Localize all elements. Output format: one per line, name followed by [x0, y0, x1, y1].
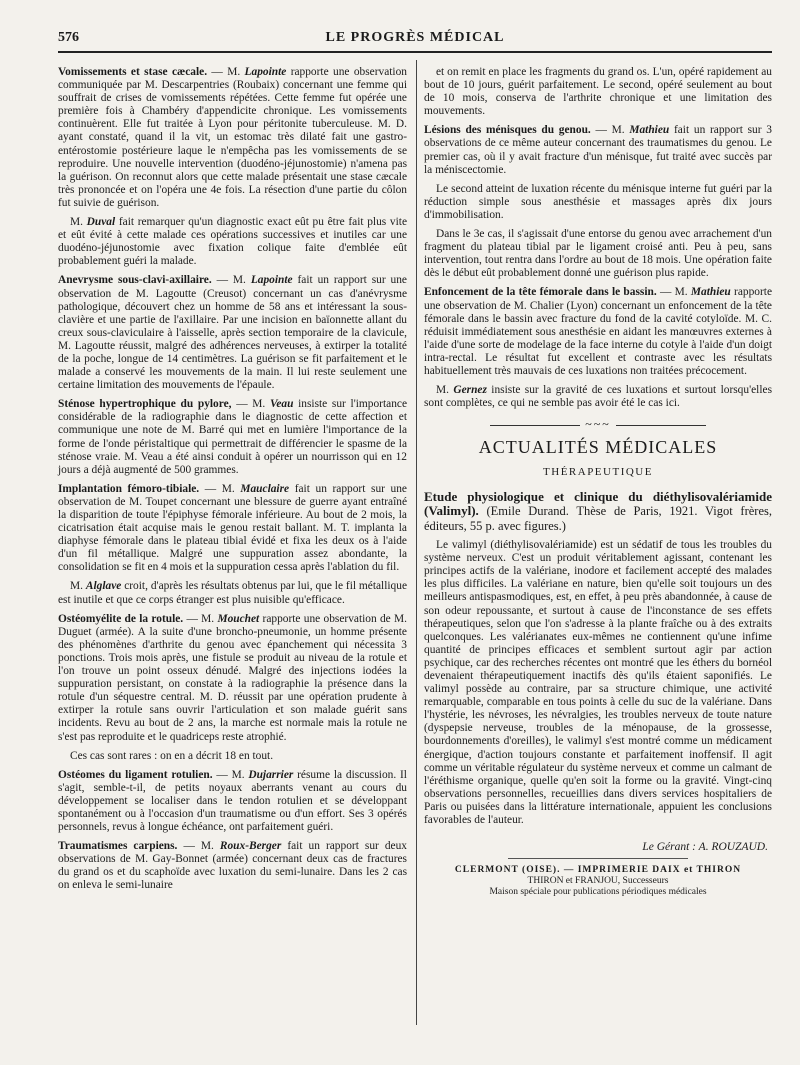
paragraph-body: Le second atteint de luxation récente du ménisque interne fut guéri par la réduction simple sous anesthésie et massages après dix jours d'immobilisation.: [424, 182, 772, 221]
paragraph-title: Implantation fémoro-tibiale.: [58, 482, 200, 495]
paragraph-separator: — M.: [183, 612, 218, 625]
paragraph-body: fait remarquer qu'un diagnostic exact eût pu être fait plus vite et eût évité à cette malade ces opérations successives et inutiles car une duodéno-jéjunostomie avec fixation colique faite d'emblée eût probablement guéri la malade.: [58, 216, 407, 268]
printer-line-2: THIRON et FRANJOU, Successeurs: [527, 876, 669, 887]
paragraph: [58, 274, 407, 392]
paragraph-body: fait un rapport sur 3 observations de ce même auteur concernant des traumatismes du genou. Le premier cas, où il y avait fracture d'un ménisque, fut traité avec succès par la méniscectomie.: [424, 124, 772, 176]
author-name: Gernez: [453, 384, 487, 397]
paragraph-body: rapporte une observation de M. Chalier (Lyon) concernant un enfoncement de la tête fémorale dans le bassin avec fracture du fond de la cavité cotyloïde. M. C. réduisit immédiatement sous anesthésie en aidant les manœuvres externes à l'aide d'une sorte de modelage de la face interne du cotyle à l'aide d'un doigt intra-rectal. Le résultat fut excellent et contraste avec les résultats habituellement très mauvais de ces luxations non traitées précocement.: [424, 286, 773, 377]
paragraph-separator: — M.: [656, 286, 691, 299]
paragraph-body: insiste sur l'importance considérable de la radiographie dans le diagnostic de cette affection et communique une note de M. Barré qui met en lumière l'importance de la forme de l'onde péristaltique qui permettrait de différencier le spasme de la sténose vraie. M. Veau a été ainsi conduit à opérer un nourrisson qui en 12 jours a déjà augmenté de 500 grammes.: [58, 398, 407, 476]
article-reference: (Emile Durand. Thèse de Paris, 1921. Vigot frères, éditeurs, 55 p. avec figures.): [424, 504, 772, 533]
author-name: Roux-Berger: [219, 840, 282, 853]
paragraph: [424, 228, 772, 280]
paragraph: [58, 580, 407, 606]
paragraph: [424, 183, 772, 222]
paragraph-body: rapporte une observation de M. Duguet (armée). A la suite d'une broncho-pneumonie, un homme présente des phénomènes d'arthrite du genou avec épanchement qui nécessita 3 ponctions. Trois mois après, une fistule se produit au niveau de la rotule et l'on trouve un point osseux dénudé. Malgré des injections iodées la suppuration persistant, on constate à la radiographie la présence dans la rotule d'un séquestre central. M. D. réussit par une opération prudente à extirper la rotule sans ouvrir l'articulation et son malade guérit sans incidents. Revu au bout de 2 ans, la marche est normale mais la rotule ne s'est pas reproduite et le quadriceps reste atrophié.: [58, 612, 407, 743]
paragraph: [58, 840, 407, 892]
author-name: Mauclaire: [240, 482, 290, 495]
paragraph: [424, 124, 772, 176]
paragraph-title: Ostéomyélite de la rotule.: [58, 612, 184, 625]
printer-line-3: Maison spéciale pour publications périodiques médicales: [489, 887, 707, 898]
paragraph: [58, 483, 407, 575]
article-body: Le valimyl (diéthylisovalériamide) est un sédatif de tous les troubles du système nerveux. C'est un produit véritablement agissant, contenant les principes actifs de la valériane, inodore et facilement accepté des malades les plus difficiles. La valériane en nature, bien qu'elle soit toujours un des meilleurs antispasmodiques, est, en effet, à peu près abandonnée, à cause de son odeur repoussante, et surtout à cause de l'inconstance de ses effets thérapeutiques, selon que l'on s'adresse à la plante fraîche ou à des extraits quelconques. Les valérianates eux-mêmes ne contiennent qu'une infime quantité de principes efficaces et semblent surtout agir par action psychique, car des recherches récentes ont montré que les éthers du bornéol devenaient thérapeutiquement inactifs dès qu'ils étaient saponifiés. Le valimyl possède au contraire, par sa structure chimique, une activité remarquable, comparable en tous points à celle du suc de la valériane. Dans l'hystérie, les névroses, les névralgies, les troubles nerveux de toute nature (dyspepsie nerveuse, troubles de la ménopause, de la grossesse, bourdonnements d'oreilles), le valimyl s'est montré comme un médicament énergique, d'action toujours constante et parfaitement inoffensif. Il agit comme un véritable régulateur du système nerveux et comme un calmant de l'éréthisme organique, quelle qu'en soit la forme ou la gravité. Vingt-cinq observations personnelles, recueillies dans divers services hospitaliers de Paris ou puisées dans la littérature internationale, appuient les conclusions favorables de l'auteur.: [424, 539, 772, 826]
paragraph: [58, 216, 407, 268]
author-name: Mathieu: [629, 124, 670, 137]
page-header: [58, 30, 772, 50]
paragraph: [58, 613, 407, 744]
paragraph-body: rapporte une observation communiquée par M. Descarpentries (Roubaix) concernant une femme qui souffrait de crises de vomissements répétées. Cette femme fut opérée une première fois à Chambéry d'appendicite chronique. Les vomissements continuèrent. Elle fut traitée à Lyon pour péritonite tuberculeuse. M. D. ayant constaté, quand il la vit, un estomac très dilaté fait une gastro-entérostomie postérieure laque le n'empêcha pas les vomissements de se reproduire. Une nouvelle intervention (duodéno-jéjunostomie) n'amena pas la guérison. On reconnut alors que cette malade présentait une stase cæcale très prononcée et on l'opéra une 4e fois. La résection d'une partie du côlon fut suivie de guérison.: [58, 66, 407, 209]
paragraph-separator: M.: [70, 216, 87, 229]
author-name: Veau: [269, 398, 294, 411]
paragraph-title: Sténose hypertrophique du pylore,: [58, 398, 232, 411]
author-name: Dujarrier: [248, 768, 294, 781]
paragraph-body: fait un rapport sur une observation de M. Lagoutte (Creusot) concernant un cas d'anévrysme pathologique, découvert chez un homme de 58 ans et intéressant la sous-clavière et une partie de l'axillaire. Par une incision en baïonnette allant du creux sous-claviculaire à l'aisselle, après section temporaire de la clavicule, M. Lagoutte réussit, malgré des adhérences nerveuses, à extirper la totalité de la poche, longue de 14 centimètres. La guérison se fit parfaitement et le malade a conservé les mouvements de la main. Il lui reste seulement une certaine limitation des mouvements de l'épaule.: [58, 274, 407, 392]
paragraph: [58, 66, 407, 210]
footer-rule: [508, 858, 688, 859]
author-name: Lapointe: [244, 66, 287, 78]
header-rule: [58, 51, 772, 53]
paragraph-separator: — M.: [212, 768, 249, 781]
paragraph-separator: — M.: [177, 840, 220, 853]
paragraph: [424, 384, 772, 410]
author-name: Alglave: [85, 580, 122, 593]
paragraph-title: Anevrysme sous-clavi-axillaire.: [58, 274, 212, 287]
paragraph-separator: — M.: [590, 124, 630, 137]
gerant-signature: Le Gérant : A. ROUZAUD.: [642, 841, 768, 854]
column-divider: [416, 60, 417, 1025]
author-name: Duval: [86, 216, 116, 229]
section-divider: ~~~: [424, 418, 772, 431]
printer-info: [424, 865, 772, 898]
paragraph-title: Ostéomes du ligament rotulien.: [58, 768, 213, 781]
section-title: ACTUALITÉS MÉDICALES: [478, 437, 718, 458]
paragraph-separator: — M.: [199, 482, 241, 495]
article-title: Etude physiologique et clinique du diéthylisovalériamide (Valimyl).: [424, 488, 772, 519]
paragraph-title: Traumatismes carpiens.: [58, 840, 178, 853]
paragraph-body: Ces cas sont rares : on en a décrit 18 en tout.: [70, 749, 274, 762]
paragraph-separator: — M.: [211, 274, 251, 287]
paragraph-separator: — M.: [207, 66, 245, 78]
left-column: [58, 66, 407, 899]
printer-line-1: CLERMONT (OISE). — IMPRIMERIE DAIX et THIRON: [454, 865, 742, 876]
page-number: 576: [58, 30, 79, 45]
paragraph: [58, 750, 407, 763]
right-column: [424, 66, 772, 898]
paragraph-title: Lésions des ménisques du genou.: [424, 124, 591, 137]
paragraph-body: et on remit en place les fragments du grand os. L'un, opéré rapidement au bout de 10 jours, guérit parfaitement. Le second, opéré seulement au bout de 10 mois, conserva de l'arthrite chronique et une limitation des mouvements.: [424, 66, 772, 118]
paragraph-body: croit, d'après les résultats obtenus par lui, que le fil métallique est inutile et que ce corps étranger est plus nuisible qu'efficace.: [58, 580, 407, 606]
paragraph-body: Dans le 3e cas, il s'agissait d'une entorse du genou avec arrachement d'un fragment du plateau tibial par le ligament croisé anti. Peu à peu, sans intervention, tout rentra dans l'ordre au bout de 18 mois. Une opération faite dès le début eût probablement donné une guérison plus rapide.: [424, 228, 772, 280]
author-name: Mathieu: [690, 286, 731, 299]
paragraph-separator: — M.: [231, 398, 270, 411]
paragraph-body: résume la discussion. Il s'agit, semble-t-il, de petits noyaux aberrants venant au cours du développement se localiser dans le tendon rotulien et se développant spontanément ou à l'occasion d'un traumatisme ou d'un effort. Ses 3 opérés personnels, revus à longue échéance, ont parfaitement guéri.: [58, 768, 407, 834]
paragraph: [424, 286, 772, 378]
paragraph-separator: M.: [70, 580, 86, 593]
author-name: Lapointe: [250, 274, 293, 287]
article-heading: [424, 490, 772, 534]
journal-title: LE PROGRÈS MÉDICAL: [325, 30, 505, 45]
paragraph-separator: M.: [436, 384, 454, 397]
subsection-title: THÉRAPEUTIQUE: [543, 466, 653, 479]
author-name: Mouchet: [217, 612, 260, 625]
paragraph: [58, 398, 407, 477]
right-column-paragraphs: [424, 66, 772, 410]
paragraph-title: Enfoncement de la tête fémorale dans le bassin.: [424, 286, 657, 299]
paragraph-title: Vomissements et stase cæcale.: [58, 66, 208, 78]
paragraph-body: fait un rapport sur une observation de M. Toupet concernant une blessure de guerre ayant entraîné la disparition de toute l'épiphyse fémorale inférieure. Au bout de 2 mois, la cicatrisation était acquise mais le genou restait ballant. M. T. implanta la diaphyse fémorale dans le plateau tibial évidé et fixa les deux os à l'aide d'un fil métallique. Malgré une suppuration assez abondante, la consolidation se fit en 4 mois et la suppuration cessa après l'ablation du fil.: [58, 482, 407, 574]
paragraph-body: fait un rapport sur deux observations de M. Gay-Bonnet (armée) concernant deux cas de fractures du grand os et du scaphoïde avec luxation du semi-lunaire. Dans les 2 cas on enleva le semi-lunaire: [58, 840, 407, 892]
paragraph-body: insiste sur la gravité de ces luxations et surtout lorsqu'elles sont complètes, ce qui ne semble pas avoir été le cas ici.: [424, 384, 772, 410]
paragraph: [58, 769, 407, 834]
paragraph: [424, 66, 772, 118]
